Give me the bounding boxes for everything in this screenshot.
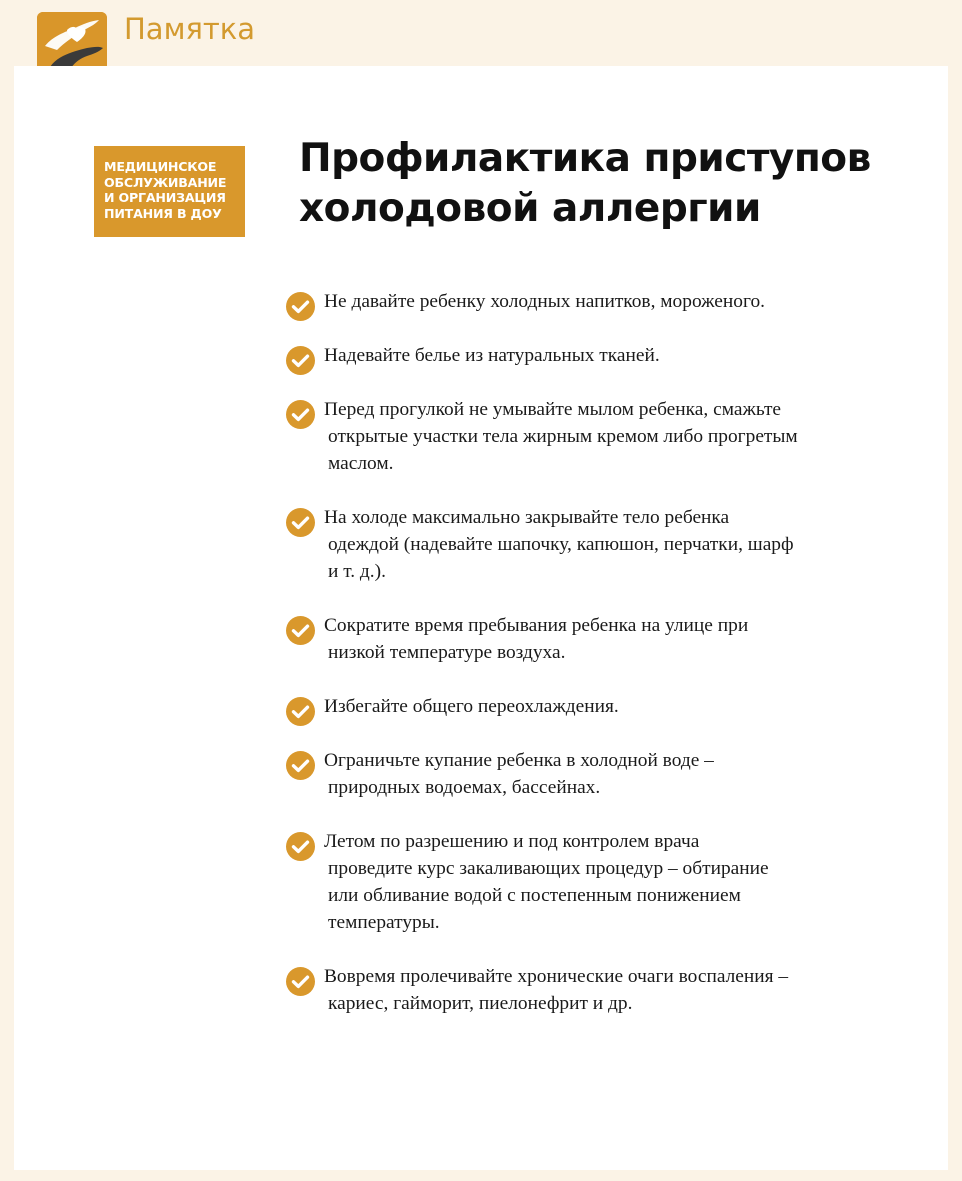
content-panel <box>14 66 948 1170</box>
checkmark-icon <box>286 832 315 861</box>
checkmark-icon <box>286 616 315 645</box>
list-item-line: Избегайте общего переохлаждения. <box>324 696 619 717</box>
list-item-line: одеждой (надевайте шапочку, капюшон, перчатки, шарф <box>328 534 794 555</box>
tips-list <box>14 66 948 1170</box>
badge-line: МЕДИЦИНСКОЕ <box>104 159 217 174</box>
list-item-text <box>324 396 894 477</box>
list-item-text <box>324 342 894 369</box>
list-item-line: Не давайте ребенку холодных напитков, мороженого. <box>324 291 765 312</box>
list-item-line: Сократите время пребывания ребенка на улице при <box>324 615 749 636</box>
checkmark-icon <box>286 400 315 429</box>
list-item-line: природных водоемах, бассейнах. <box>328 777 601 798</box>
checkmark-icon <box>286 508 315 537</box>
checkmark-icon <box>286 697 315 726</box>
page-title-line: холодовой аллергии <box>299 186 761 231</box>
list-item-text <box>324 693 894 720</box>
list-item-text <box>324 828 894 936</box>
list-item-text <box>324 747 894 801</box>
badge-line: ОБСЛУЖИВАНИЕ <box>104 174 227 190</box>
checkmark-icon <box>286 967 315 996</box>
list-item-line: На холоде максимально закрывайте тело ребенка <box>324 507 730 528</box>
list-item-line: температуры. <box>328 912 440 933</box>
checkmark-icon <box>286 346 315 375</box>
list-item-line: и т. д.). <box>328 561 386 582</box>
list-item-line: Летом по разрешению и под контролем врача <box>324 831 700 852</box>
list-item-line: низкой температуре воздуха. <box>328 642 566 663</box>
checkmark-icon <box>286 292 315 321</box>
list-item-text <box>324 288 894 315</box>
list-item-line: Перед прогулкой не умывайте мылом ребенка, смажьте <box>324 399 782 420</box>
list-item-line: открытые участки тела жирным кремом либо прогретым <box>328 426 798 447</box>
list-item-line: маслом. <box>328 453 394 474</box>
list-item-text <box>324 963 894 1017</box>
list-item-line: Вовремя пролечивайте хронические очаги воспаления – <box>324 966 789 987</box>
list-item-line: Надевайте белье из натуральных тканей. <box>324 345 660 366</box>
page-title-line: Профилактика приступов <box>299 136 871 181</box>
list-item-line: Ограничьте купание ребенка в холодной воде – <box>324 750 714 771</box>
list-item-line: или обливание водой с постепенным понижением <box>328 885 741 906</box>
list-item-text <box>324 504 894 585</box>
checkmark-icon <box>286 751 315 780</box>
list-item-text <box>324 612 894 666</box>
header-title: Памятка <box>124 12 256 46</box>
badge-line: И ОРГАНИЗАЦИЯ <box>104 190 226 205</box>
list-item-line: проведите курс закаливающих процедур – обтирание <box>328 858 769 879</box>
list-item-line: кариес, гайморит, пиелонефрит и др. <box>328 993 633 1014</box>
badge-line: ПИТАНИЯ В ДОУ <box>104 205 222 221</box>
